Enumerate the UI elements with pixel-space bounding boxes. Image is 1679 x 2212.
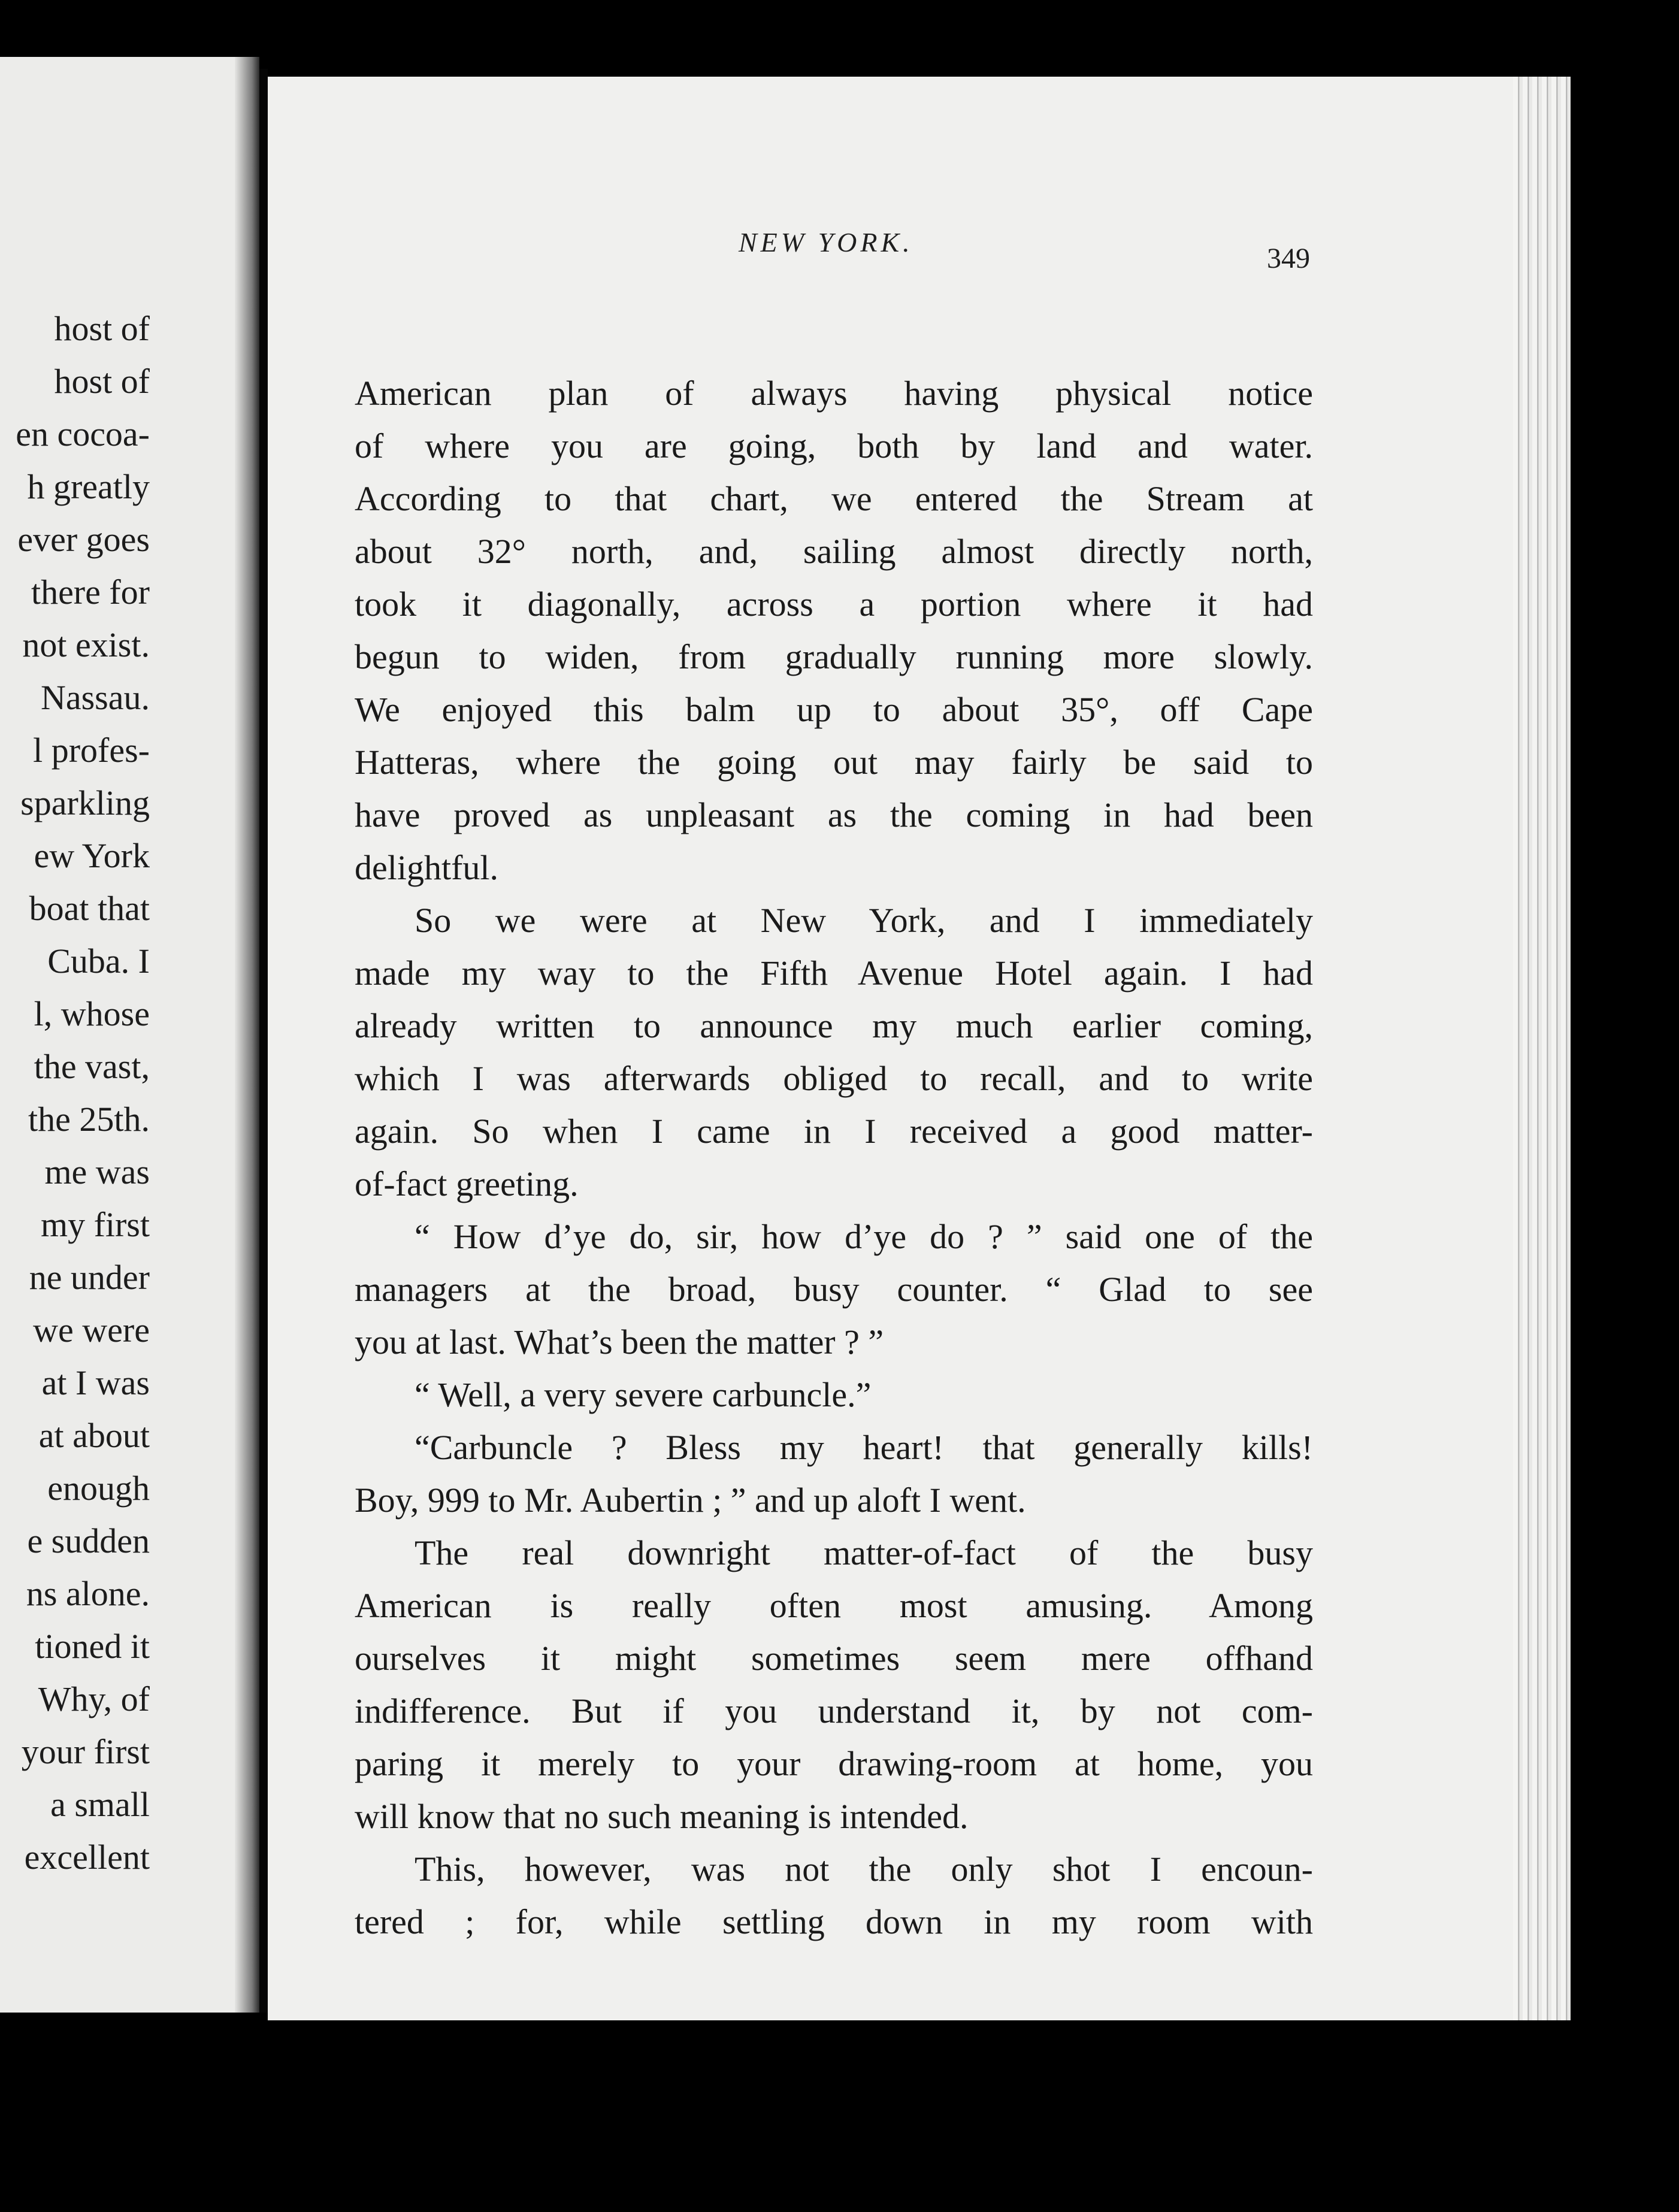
text-line: will know that no such meaning is intended. — [355, 1797, 969, 1836]
left-line: the 25th. — [28, 1100, 150, 1139]
left-line: at about — [38, 1416, 150, 1455]
text-line: again. So when I came in I received a good matter- — [355, 1112, 1313, 1151]
left-line: ns alone. — [26, 1574, 150, 1613]
text-line: took it diagonally, across a portion where it had — [355, 585, 1313, 624]
page-number: 349 — [1267, 243, 1310, 274]
left-line: host of — [54, 309, 150, 348]
text-line: begun to widen, from gradually running more slowly. — [355, 637, 1313, 676]
text-line: indifference. But if you understand it, by not com- — [355, 1691, 1313, 1730]
left-line: Why, of — [38, 1680, 150, 1718]
left-line: tioned it — [35, 1627, 150, 1666]
text-line: “Carbuncle ? Bless my heart! that generally kills! — [415, 1428, 1313, 1467]
text-line: ourselves it might sometimes seem mere offhand — [355, 1639, 1313, 1678]
left-line: a small — [50, 1785, 150, 1824]
left-line: Cuba. I — [47, 942, 150, 981]
text-line: Hatteras, where the going out may fairly be said to — [355, 743, 1313, 782]
left-line: boat that — [29, 889, 150, 928]
text-line: you at last. What’s been the matter ? ” — [355, 1323, 884, 1361]
text-line: “ How d’ye do, sir, how d’ye do ? ” said one of the — [415, 1217, 1313, 1256]
left-line: excellent — [24, 1838, 150, 1877]
left-line: there for — [31, 573, 150, 612]
left-line: Nassau. — [40, 678, 150, 717]
text-line: This, however, was not the only shot I encoun- — [415, 1850, 1313, 1889]
text-line: Boy, 999 to Mr. Aubertin ; ” and up aloft I went. — [355, 1481, 1026, 1520]
book-spine — [259, 69, 268, 2013]
left-line: host of — [54, 362, 150, 401]
left-line: en cocoa- — [16, 414, 150, 453]
text-line: of-fact greeting. — [355, 1164, 579, 1203]
page-edge-stack — [1513, 77, 1571, 2020]
text-line: So we were at New York, and I immediately — [415, 901, 1313, 940]
left-page-text — [0, 57, 150, 2013]
left-line: l profes- — [33, 731, 150, 770]
left-line: the vast, — [34, 1047, 150, 1086]
left-line: me was — [44, 1152, 150, 1191]
text-line: which I was afterwards obliged to recall, and to write — [355, 1059, 1313, 1098]
left-line: at I was — [41, 1363, 150, 1402]
text-line: The real downright matter-of-fact of the busy — [415, 1533, 1313, 1572]
left-line: e sudden — [27, 1521, 150, 1560]
left-line: ew York — [34, 836, 150, 875]
left-line: your first — [21, 1732, 150, 1771]
text-line: According to that chart, we entered the Stream at — [355, 479, 1313, 518]
left-line: ne under — [29, 1258, 150, 1297]
text-line: made my way to the Fifth Avenue Hotel again. I had — [355, 954, 1313, 992]
text-line: about 32° north, and, sailing almost directly north, — [355, 532, 1313, 571]
text-line: “ Well, a very severe carbuncle.” — [415, 1375, 872, 1414]
left-line: l, whose — [34, 994, 150, 1033]
left-line: sparkling — [20, 783, 150, 822]
left-line: ever goes — [17, 520, 150, 559]
text-line: delightful. — [355, 848, 499, 887]
text-line: tered ; for, while settling down in my room with — [355, 1902, 1313, 1941]
right-page — [268, 77, 1571, 2020]
text-line: have proved as unpleasant as the coming in had been — [355, 795, 1313, 834]
left-line: enough — [47, 1469, 150, 1508]
text-line: already written to announce my much earlier coming, — [355, 1006, 1313, 1045]
text-line: paring it merely to your drawing-room at home, you — [355, 1744, 1313, 1783]
left-line: my first — [40, 1205, 150, 1244]
left-line: h greatly — [27, 467, 150, 506]
gutter-shadow — [235, 57, 259, 2013]
left-line: we were — [33, 1311, 150, 1349]
text-line: We enjoyed this balm up to about 35°, off Cape — [355, 690, 1313, 729]
text-line: of where you are going, both by land and water. — [355, 426, 1313, 465]
left-page-fragment — [0, 57, 259, 2013]
running-head: NEW YORK. — [739, 227, 913, 258]
text-line: American is really often most amusing. Among — [355, 1586, 1313, 1625]
text-line: American plan of always having physical notice — [355, 374, 1313, 413]
left-line: not exist. — [22, 625, 150, 664]
text-line: managers at the broad, busy counter. “ Glad to see — [355, 1270, 1313, 1309]
